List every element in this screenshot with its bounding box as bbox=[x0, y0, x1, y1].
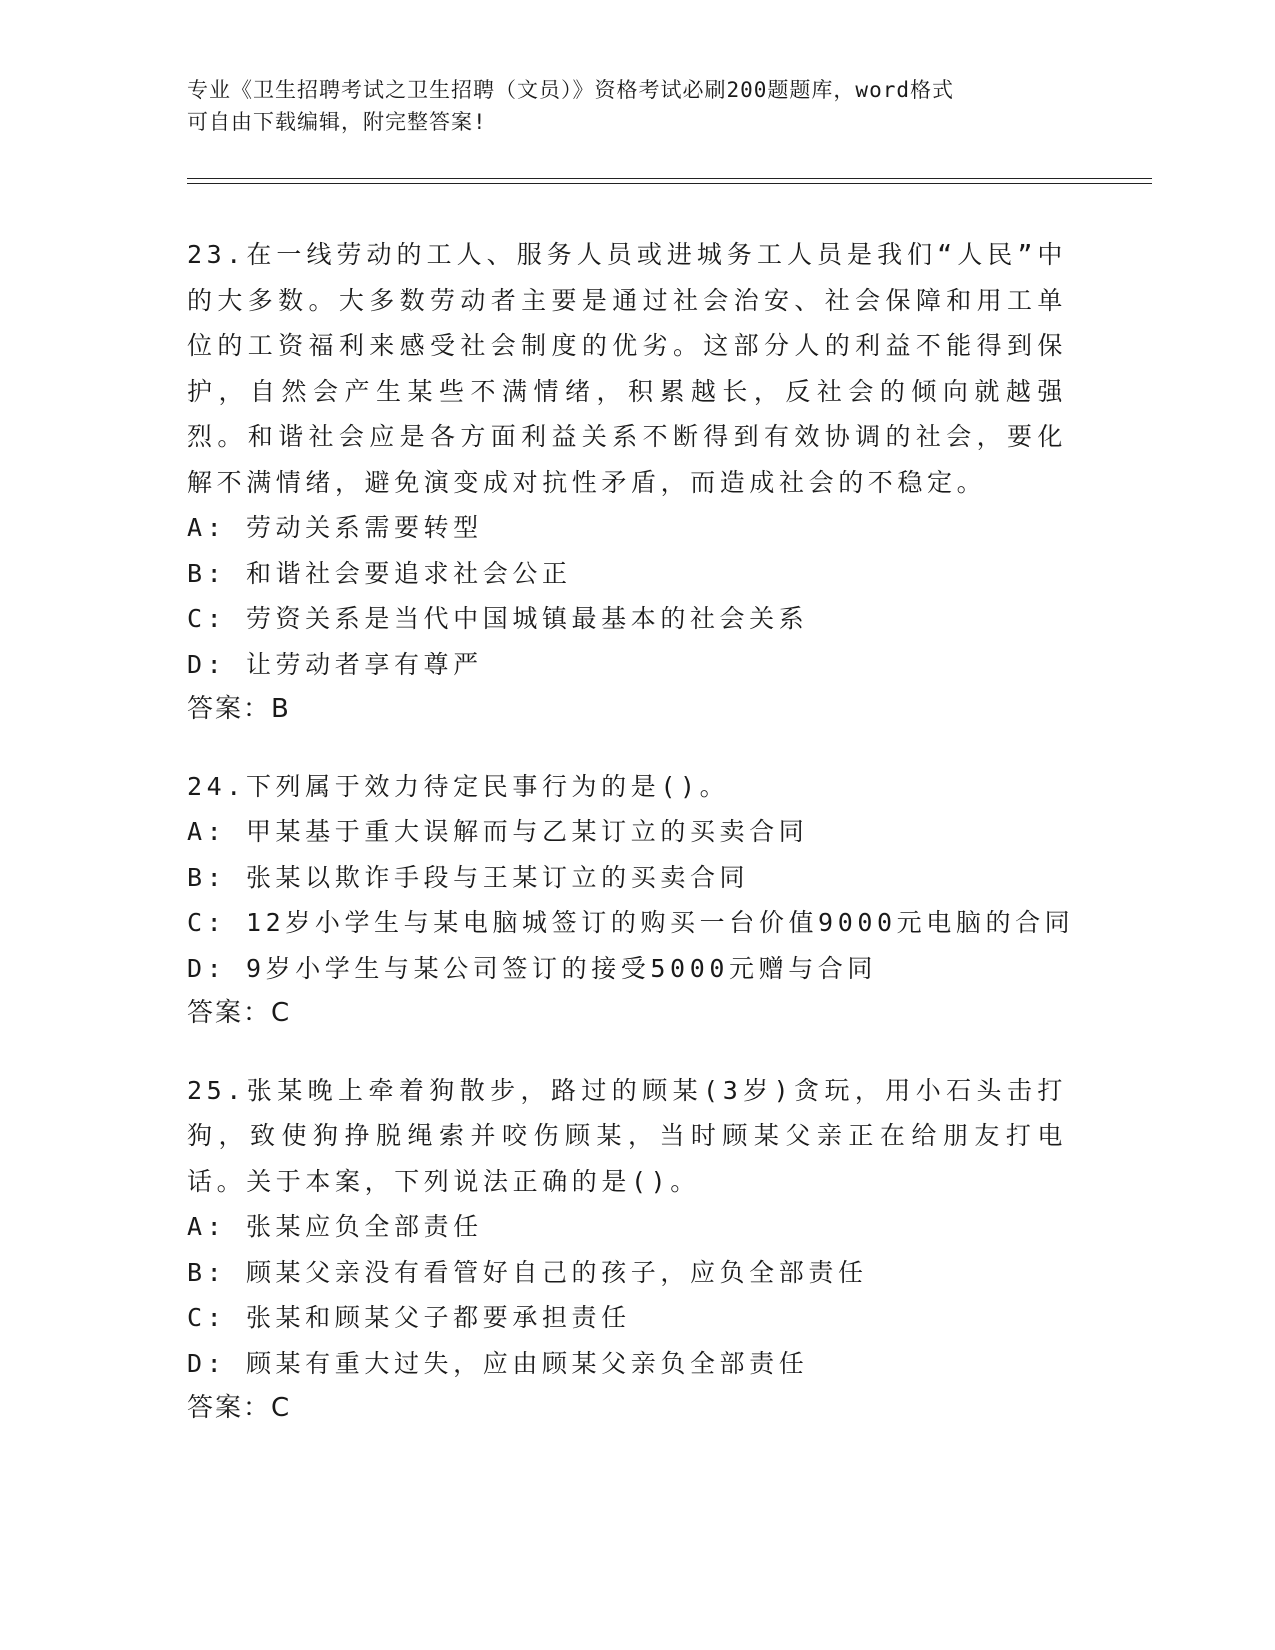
option-d: D: 9岁小学生与某公司签订的接受5000元赠与合同 bbox=[187, 953, 878, 983]
question-23 bbox=[187, 232, 1067, 733]
option-b: B: 和谐社会要追求社会公正 bbox=[187, 558, 572, 588]
question-24 bbox=[187, 764, 1075, 1037]
option-a: A: 甲某基于重大误解而与乙某订立的买卖合同 bbox=[187, 817, 809, 846]
header-line-1: 专业《卫生招聘考试之卫生招聘（文员）》资格考试必刷200题题库，word格式 bbox=[187, 78, 954, 102]
option-a: A: 张某应负全部责任 bbox=[187, 1212, 483, 1241]
question-stem: 25.张某晚上牵着狗散步，路过的顾某(3岁)贪玩，用小石头击打狗，致使狗挣脱绳索并咬伤顾某，当时顾某父亲正在给朋友打电话。关于本案，下列说法正确的是()。 bbox=[187, 1075, 1067, 1196]
option-b: B: 顾某父亲没有看管好自己的孩子，应负全部责任 bbox=[187, 1257, 868, 1287]
answer: 答案：B bbox=[187, 694, 291, 724]
question-25 bbox=[187, 1068, 1067, 1432]
option-d: D: 顾某有重大过失，应由顾某父亲负全部责任 bbox=[187, 1348, 809, 1378]
answer: 答案：C bbox=[187, 998, 292, 1028]
option-b: B: 张某以欺诈手段与王某订立的买卖合同 bbox=[187, 862, 750, 892]
option-d: D: 让劳动者享有尊严 bbox=[187, 649, 483, 679]
option-a: A: 劳动关系需要转型 bbox=[187, 513, 483, 542]
option-c: C: 劳资关系是当代中国城镇最基本的社会关系 bbox=[187, 604, 809, 633]
answer: 答案：C bbox=[187, 1393, 292, 1423]
header-divider-bottom bbox=[187, 183, 1152, 184]
question-list bbox=[187, 232, 1075, 1463]
document-header bbox=[187, 74, 1067, 138]
option-c: C: 12岁小学生与某电脑城签订的购买一台价值9000元电脑的合同 bbox=[187, 908, 1075, 937]
question-stem: 23.在一线劳动的工人、服务人员或进城务工人员是我们“人民”中的大多数。大多数劳动者主要是通过社会治安、社会保障和用工单位的工资福利来感受社会制度的优劣。这部分人的利益不能得到保护，自然会产生某些不满情绪，积累越长，反社会的倾向就越强烈。和谐社会应是各方面利益关系不断得到有效协调的社会，要化解不满情绪，避免演变成对抗性矛盾，而造成社会的不稳定。 bbox=[187, 240, 1067, 497]
question-stem: 24.下列属于效力待定民事行为的是()。 bbox=[187, 771, 730, 801]
header-divider-top bbox=[187, 178, 1152, 179]
header-line-2: 可自由下载编辑，附完整答案! bbox=[187, 110, 487, 134]
option-c: C: 张某和顾某父子都要承担责任 bbox=[187, 1303, 631, 1332]
